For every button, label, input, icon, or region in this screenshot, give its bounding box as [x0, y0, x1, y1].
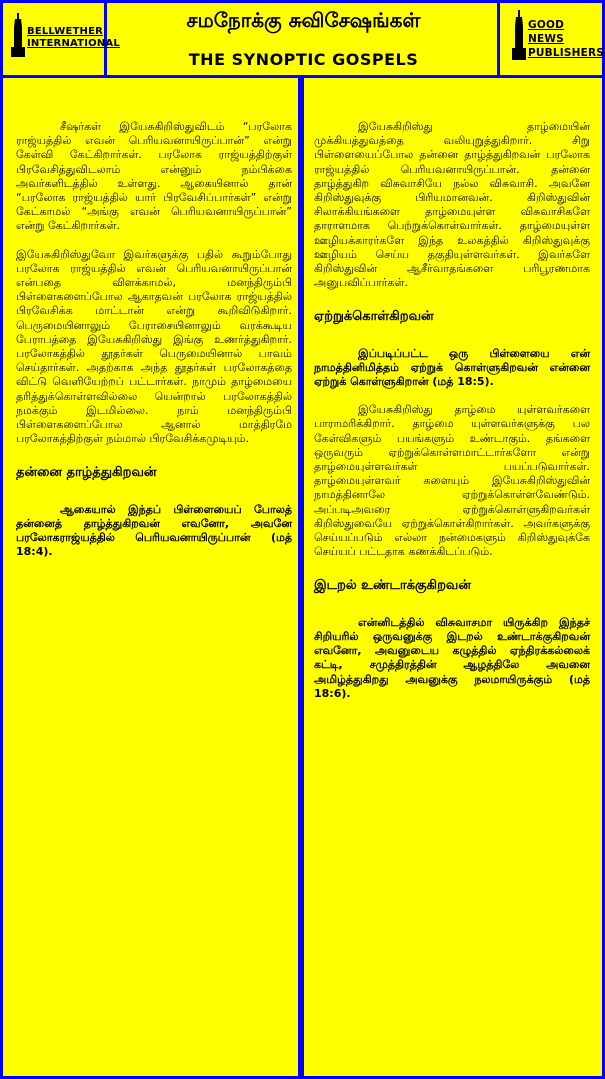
- right-paragraph-2: இயேசுகிறிஸ்து தாழ்மை யுள்ளவர்களை பாராமரிக்கிறார். தாழ்மை யுள்ளவர்களுக்கு பல கேள்விகளும் பயங்களும் உண்டாகும். தங்களை ஒருவரும் ஏற்றுக்கொள்ளமாட்டார்களோ என்று தாழ்மையுள்ளவர்கள் பயப்படுவார்கள். தாழ்மையுள்ளவர் களையும் இயேசுகிறிஸ்துவின் நாமத்தினாலே ஏற்றுக்கொள்ளவேண்டும். அப்படிஅவரை ஏற்றுக்கொள்ளுகிறவர்கள் கிறிஸ்துவையே ஏற்றுக்கொள்கிறார்கள். அவர்களுக்கு செய்யப்படும் எல்லா நன்மைகளும் கிறிஸ்துவுக்கே செய்யப் பட்டதாக கணக்கிடப்படும்.: [314, 403, 590, 559]
- left-paragraph-2: இயேசுகிறிஸ்துவோ இவர்களுக்கு பதில் கூறும்போது பரலோக ராஜ்யத்தில் எவன் பெரியவனாயிருப்பான் என்பதை விளக்காமல், மனந்திரும்பி பிள்ளைகளைப்போல ஆகாதவன் பரலோக ராஜ்யத்தில் பிரவேசிக்க மாட்டான் என்று கூறிவிடுகிறார். பெருமையினாலும் பேராசையினாலும் வரக்கூடிய பேராபத்தை இயேசுகிறிஸ்து இங்கு உணர்த்துகிறார். பரலோகத்தில் தூதர்கள் பெருமையினால் பாவம் செய்தார்கள். அதற்காக அந்த தூதர்கள் பரலோகத்தை விட்டு வெளியேற்றப் பட்டார்கள். நாமும் தாழ்மையை தரித்துக்கொள்ளவில்லை யென்றால் பரலோகத்தில் நமக்கும் இடமில்லை. நாம் மனந்திரும்பி பிள்ளைகளைப்போல ஆனால் மாத்திரமே பரலோகத்திற்குள் நம்மால் பிரவேசிக்கமுடியும்.: [16, 247, 292, 446]
- good-news-logo-line2: PUBLISHERS: [528, 47, 604, 59]
- right-paragraph-1: இயேசுகிறிஸ்து தாழ்மையின் முக்கியத்துவத்தை வலியுறுத்துகிறார். சிறு பிள்ளையைப்போல தன்னை தாழ்த்துகிறவன் பரலோக ராஜ்யத்தில் பெரியவனாயிருப்பான். தன்னை தாழ்த்துகிற விசுவாசியே நல்ல விசுவாசி. அவனே கிறிஸ்துவுக்கு பிரியமானவன். கிறிஸ்துவின் சிலாக்கியங்களை தாழ்மையுள்ள விசுவாசிகளே தாராளமாக பெற்றுக்கொள்வார்கள். தாழ்மையுள்ள ஊழியக்காரர்களே இந்த உலகத்தில் கிறிஸ்துவுக்கு ஊழியம் செய்ய தகுதியுள்ளவர்கள். இவர்களே கிறிஸ்துவின் ஆசீர்வாதங்களை பரிபூரணமாக அனுபவிப்பார்கள்.: [314, 120, 590, 290]
- bellwether-logo: [3, 0, 120, 75]
- tower-icon: [11, 13, 25, 57]
- left-paragraph-1: சீஷர்கள் இயேசுகிறிஸ்துவிடம் “பரலோக ராஜ்யத்தில் எவன் பெரியவனாயிருப்பான்” என்று கேள்வி கேட்கிறார்கள். பரலோக ராஜ்யத்திற்குள் பிரவேசித்துவிடலாம் என்னும் நம்பிக்கை அவர்களிடத்தில் உள்ளது. ஆகையினால் தான் “பரலோக ராஜ்யத்தில் யார் பிரவேசிப்பார்கள்” என்று கேட்காமல் “அங்கு எவன் பெரியவனாயிருப்பான்” என்று கேட்கிறார்கள்.: [16, 120, 292, 233]
- right-column: [314, 120, 590, 715]
- right-verse-2: என்னிடத்தில் விசுவாசமா யிருக்கிற இந்தச் சிறியரில் ஒருவனுக்கு இடறல் உண்டாக்குகிறவன் எவனோ, அவனுடைய கழுத்தில் ஏந்திரக்கல்லைக் கட்டி, சமுத்திரத்தின் ஆழத்திலே அவனை அமிழ்த்துகிறது அவனுக்கு நலமாயிருக்கும் (மத் 18:6).: [314, 615, 590, 700]
- column-divider: [298, 78, 304, 1079]
- bellwether-logo-line1: BELLWETHER: [27, 26, 104, 37]
- right-verse-1: இப்படிப்பட்ட ஒரு பிள்ளையை என் நாமத்தினிமித்தம் ஏற்றுக் கொள்ளுகிறவன் என்னை ஏற்றுக் கொள்ளுகிறான் (மத் 18:5).: [314, 346, 590, 389]
- page-header: [0, 0, 605, 78]
- bellwether-logo-line2: INTERNATIONAL: [27, 38, 120, 49]
- page-title-tamil: சமநோக்கு சுவிசேஷங்கள்: [186, 8, 421, 32]
- tower-icon: [512, 10, 526, 60]
- left-heading-1: தன்னை தாழ்த்துகிறவன்: [16, 465, 157, 481]
- right-heading-1: ஏற்றுக்கொள்கிறவன்: [314, 309, 434, 325]
- left-column: [16, 120, 292, 573]
- left-verse-1: ஆகையால் இந்தப் பிள்ளையைப் போலத் தன்னைத் தாழ்த்துகிறவன் எவனோ, அவனே பரலோகராஜ்யத்தில் பெரியவனாயிருப்பான் (மத் 18:4).: [16, 502, 292, 559]
- good-news-logo: [500, 0, 602, 75]
- title-block: [107, 0, 500, 75]
- right-heading-2: இடறல் உண்டாக்குகிறவன்: [314, 578, 471, 594]
- good-news-logo-line1: GOOD NEWS: [528, 19, 564, 45]
- page-title-english: THE SYNOPTIC GOSPELS: [188, 50, 419, 69]
